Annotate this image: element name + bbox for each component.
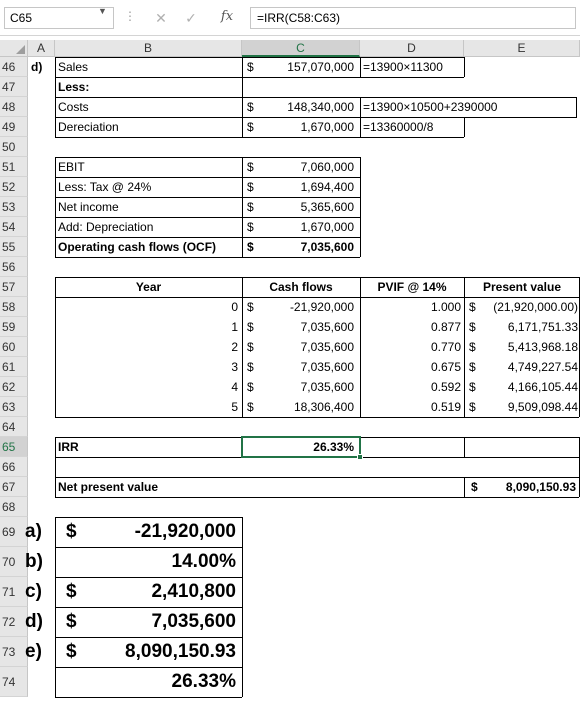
cell-cash-flow-60: 7,035,600 (300, 340, 354, 354)
active-cell-selection[interactable] (241, 436, 361, 458)
cell-c49: 1,670,000 (300, 120, 354, 134)
cell-border (55, 547, 242, 548)
cell-cash-flow-59: 7,035,600 (300, 320, 354, 334)
cell-pv-currency-61: $ (469, 360, 476, 374)
row-header-52[interactable]: 52 (0, 177, 28, 197)
cancel-icon[interactable]: ✕ (155, 10, 167, 26)
column-header-c[interactable]: C (242, 40, 360, 57)
cell-border (464, 477, 465, 497)
row-header-65[interactable]: 65 (0, 437, 28, 457)
cell-c52-currency: $ (247, 180, 254, 194)
cell-border (55, 57, 242, 58)
column-header-d[interactable]: D (360, 40, 464, 57)
cell-c52: 1,694,400 (300, 180, 354, 194)
cell-border (55, 457, 242, 458)
cell-c48: 148,340,000 (287, 100, 354, 114)
cell-pv-currency-62: $ (469, 380, 476, 394)
answer-value-74: 26.33% (171, 671, 236, 692)
npv-value: 8,090,150.93 (505, 480, 576, 494)
cell-border (55, 237, 360, 238)
cell-border (464, 437, 465, 457)
row-header-46[interactable]: 46 (0, 57, 28, 77)
name-box-value: C65 (10, 11, 33, 25)
row-header-49[interactable]: 49 (0, 117, 28, 137)
row-header-62[interactable]: 62 (0, 377, 28, 397)
row-header-50[interactable]: 50 (0, 137, 28, 157)
cell-cf-currency-58: $ (247, 300, 254, 314)
cell-c46-currency: $ (247, 60, 254, 74)
answer-label-73: e) (25, 641, 42, 662)
row-header-53[interactable]: 53 (0, 197, 28, 217)
cell-border (55, 607, 242, 608)
cell-c51-currency: $ (247, 160, 254, 174)
answer-value-71: 2,410,800 (151, 581, 236, 602)
cell-border (360, 457, 579, 458)
formula-bar (0, 0, 580, 36)
column-header-b[interactable]: B (55, 40, 242, 57)
cell-c54-currency: $ (247, 220, 254, 234)
answer-label-69: a) (25, 521, 42, 542)
cell-border (242, 157, 243, 257)
cell-border (55, 217, 360, 218)
npv-currency: $ (471, 480, 478, 494)
row-header-71[interactable]: 71 (0, 577, 28, 607)
cell-year-2: 2 (231, 340, 238, 354)
cell-cash-flow-58: -21,920,000 (289, 300, 354, 314)
row-header-72[interactable]: 72 (0, 607, 28, 637)
cell-border (464, 57, 465, 77)
cell-border (360, 57, 361, 77)
cell-year-3: 3 (231, 360, 238, 374)
cell-border (55, 517, 56, 697)
cell-c55: 7,035,600 (300, 240, 354, 254)
formula-text: =IRR(C58:C63) (257, 11, 341, 25)
row-header-74[interactable]: 74 (0, 667, 28, 697)
cell-border (55, 497, 579, 498)
cell-present-value-61: 4,749,227.54 (507, 360, 578, 374)
answer-currency-69: $ (66, 521, 77, 542)
answer-label-72: d) (25, 611, 43, 632)
cell-border (576, 97, 577, 117)
enter-icon[interactable]: ✓ (185, 10, 197, 26)
cell-d46: =13900×11300 (363, 60, 443, 74)
cell-border (55, 177, 360, 178)
cell-d49: =13360000/8 (363, 120, 434, 134)
irr-label: IRR (58, 440, 79, 454)
worksheet-grid[interactable] (0, 36, 580, 701)
answer-value-70: 14.00% (171, 551, 236, 572)
row-header-55[interactable]: 55 (0, 237, 28, 257)
cell-year-5: 5 (231, 400, 238, 414)
cell-border (55, 517, 242, 518)
cell-cash-flow-62: 7,035,600 (300, 380, 354, 394)
cell-border (55, 697, 242, 698)
cell-c54: 1,670,000 (300, 220, 354, 234)
cell-border (55, 297, 579, 298)
row-header-48[interactable]: 48 (0, 97, 28, 117)
cell-border (242, 57, 464, 58)
row-header-64[interactable]: 64 (0, 417, 28, 437)
cell-cash-flow-61: 7,035,600 (300, 360, 354, 374)
cell-present-value-63: 9,509,098.44 (507, 400, 578, 414)
cell-border (55, 157, 56, 257)
cell-c48-currency: $ (247, 100, 254, 114)
cell-border (55, 667, 242, 668)
cell-c53: 5,365,600 (300, 200, 354, 214)
row-header-47[interactable]: 47 (0, 77, 28, 97)
cell-cf-currency-61: $ (247, 360, 254, 374)
cell-border (360, 277, 361, 417)
cell-present-value-60: 5,413,968.18 (507, 340, 578, 354)
cell-b55: Operating cash flows (OCF) (58, 240, 217, 254)
cell-b51: EBIT (58, 160, 85, 174)
column-header-e[interactable]: E (464, 40, 580, 57)
answer-currency-72: $ (66, 611, 77, 632)
cell-pvif-60: 0.770 (430, 340, 461, 354)
fill-handle[interactable] (357, 454, 363, 460)
cell-border (55, 117, 577, 118)
formula-input[interactable] (250, 7, 576, 29)
select-all-button[interactable] (0, 40, 28, 57)
cell-b48: Costs (58, 100, 89, 114)
cell-pv-currency-63: $ (469, 400, 476, 414)
answer-value-69: -21,920,000 (134, 521, 236, 542)
cell-d48: =13900×10500+2390000 (363, 100, 498, 114)
cell-border (464, 117, 465, 137)
cell-pvif-62: 0.592 (430, 380, 461, 394)
header-year: Year (135, 280, 162, 294)
cell-border (55, 77, 464, 78)
cell-c49-currency: $ (247, 120, 254, 134)
cell-border (360, 97, 361, 137)
row-header-58[interactable]: 58 (0, 297, 28, 317)
irr-value: 26.33% (313, 440, 354, 454)
cell-border (55, 197, 360, 198)
cell-present-value-59: 6,171,751.33 (507, 320, 578, 334)
cell-border (55, 277, 579, 278)
cell-b52: Less: Tax @ 24% (58, 180, 152, 194)
answer-label-70: b) (25, 551, 43, 572)
cell-border (55, 417, 579, 418)
cell-year-0: 0 (231, 300, 238, 314)
answer-value-73: 8,090,150.93 (125, 641, 236, 662)
answer-currency-71: $ (66, 581, 77, 602)
npv-label: Net present value (58, 480, 159, 494)
cell-pvif-58: 1.000 (430, 300, 461, 314)
header-cash-flows: Cash flows (269, 280, 333, 294)
cell-b46: Sales (58, 60, 89, 74)
row-header-60[interactable]: 60 (0, 337, 28, 357)
cell-pvif-63: 0.519 (430, 400, 461, 414)
row-header-73[interactable]: 73 (0, 637, 28, 667)
row-header-70[interactable]: 70 (0, 547, 28, 577)
cell-c55-currency: $ (247, 240, 254, 254)
formula-bar-grip-icon: ⋮ (124, 9, 136, 23)
answer-value-72: 7,035,600 (151, 611, 236, 632)
cell-pvif-61: 0.675 (430, 360, 461, 374)
cell-border (55, 277, 56, 417)
cell-border (55, 637, 242, 638)
cell-present-value-62: 4,166,105.44 (507, 380, 578, 394)
row-header-54[interactable]: 54 (0, 217, 28, 237)
cell-b49: Dereciation (58, 120, 119, 134)
cell-pv-currency-58: $ (469, 300, 476, 314)
insert-function-icon[interactable]: fx (220, 9, 234, 24)
chevron-down-icon[interactable]: ▼ (98, 6, 107, 16)
cell-cash-flow-63: 18,306,400 (293, 400, 354, 414)
row-header-69[interactable]: 69 (0, 517, 28, 547)
cell-cf-currency-59: $ (247, 320, 254, 334)
header-present-value: Present value (482, 280, 562, 294)
cell-border (360, 157, 361, 257)
cell-c46: 157,070,000 (287, 60, 354, 74)
cell-border (55, 257, 360, 258)
cell-border (55, 437, 56, 497)
cell-year-1: 1 (231, 320, 238, 334)
select-all-icon (16, 45, 25, 54)
cell-border (242, 517, 243, 697)
cell-cf-currency-60: $ (247, 340, 254, 354)
cell-border (464, 277, 465, 417)
cell-border (55, 577, 242, 578)
row-header-61[interactable]: 61 (0, 357, 28, 377)
row-header-63[interactable]: 63 (0, 397, 28, 417)
row-header-56[interactable]: 56 (0, 257, 28, 277)
cell-pv-currency-59: $ (469, 320, 476, 334)
header-pvif: PVIF @ 14% (377, 280, 447, 294)
row-header-57[interactable]: 57 (0, 277, 28, 297)
row-header-66[interactable]: 66 (0, 457, 28, 477)
cell-b47: Less: (58, 80, 90, 94)
cell-border (55, 437, 242, 438)
cell-b54: Add: Depreciation (58, 220, 154, 234)
cell-c53-currency: $ (247, 200, 254, 214)
cell-year-4: 4 (231, 380, 238, 394)
column-header-a[interactable]: A (28, 40, 55, 57)
cell-border (55, 157, 360, 158)
cell-cf-currency-62: $ (247, 380, 254, 394)
row-header-68[interactable]: 68 (0, 497, 28, 517)
cell-a46: d) (31, 60, 43, 74)
cell-border (55, 137, 464, 138)
cell-border (360, 97, 577, 98)
cell-border (242, 277, 243, 417)
cell-border (55, 477, 579, 478)
cell-b53: Net income (58, 200, 119, 214)
answer-label-71: c) (25, 581, 42, 602)
cell-border (360, 437, 579, 438)
cell-present-value-58: (21,920,000.00) (493, 300, 578, 314)
row-header-51[interactable]: 51 (0, 157, 28, 177)
answer-currency-73: $ (66, 641, 77, 662)
row-header-67[interactable]: 67 (0, 477, 28, 497)
cell-c51: 7,060,000 (300, 160, 354, 174)
cell-pvif-59: 0.877 (430, 320, 461, 334)
cell-pv-currency-60: $ (469, 340, 476, 354)
cell-cf-currency-63: $ (247, 400, 254, 414)
cell-border (55, 97, 360, 98)
row-header-59[interactable]: 59 (0, 317, 28, 337)
